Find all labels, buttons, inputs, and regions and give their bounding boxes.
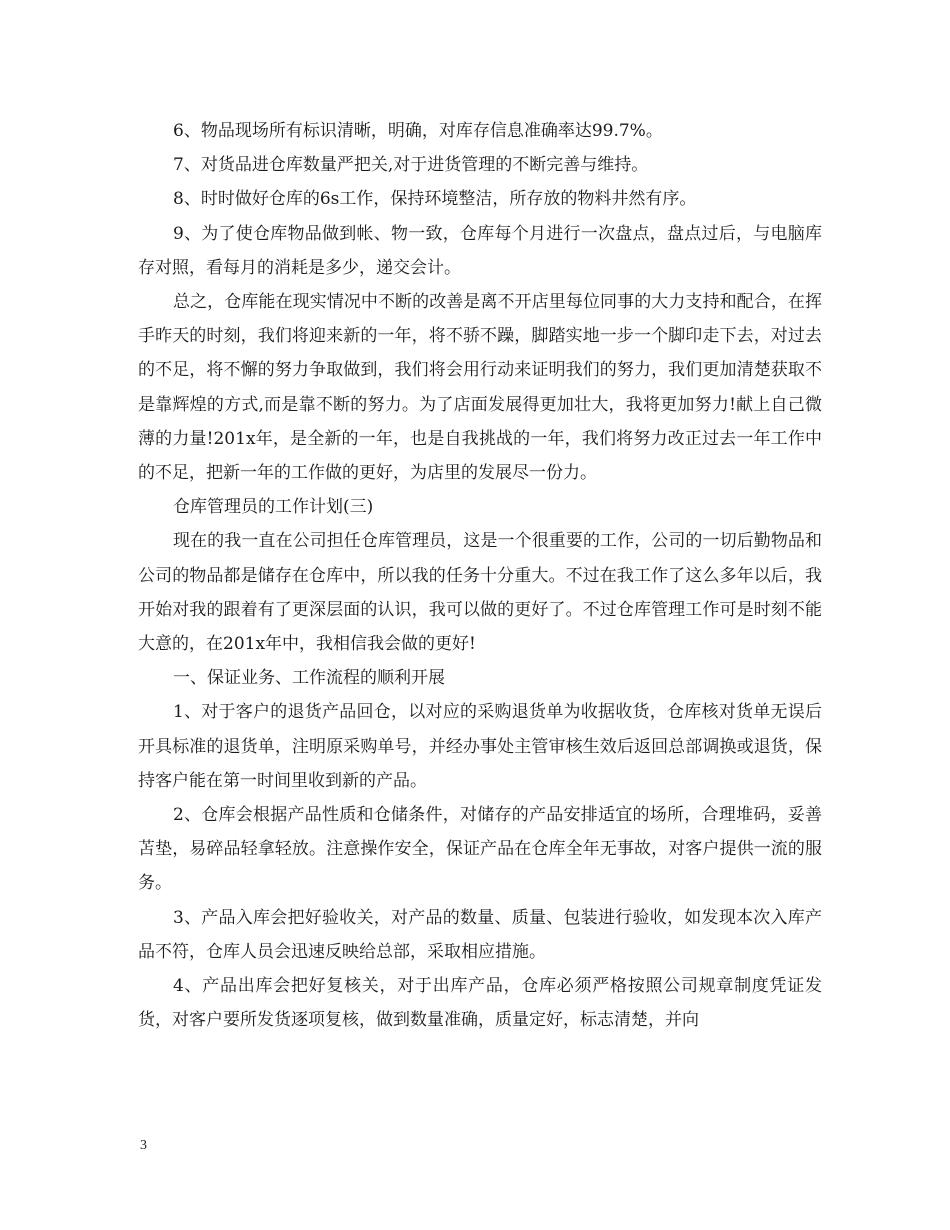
paragraph-point-1: 1、对于客户的退货产品回仓，以对应的采购退货单为收据收货，仓库核对货单无误后开具标准的退货单，注明原采购单号，并经办事处主管审核生效后返回总部调换或退货，保持客户能在第一时间里收到新的产品。	[138, 702, 822, 791]
paragraph-point-3: 3、产品入库会把好验收关，对产品的数量、质量、包装进行验收，如发现本次入库产品不符，仓库人员会迅速反映给总部，采取相应措施。	[138, 907, 822, 962]
paragraph-item-9: 9、为了使仓库物品做到帐、物一致，仓库每个月进行一次盘点，盘点过后，与电脑库存对照，看每月的消耗是多少，递交会计。	[138, 223, 822, 278]
document-body	[138, 114, 822, 1037]
paragraph-item-6: 6、物品现场所有标识清晰，明确，对库存信息准确率达99.7%。	[173, 121, 663, 141]
paragraph-item-7: 7、对货品进仓库数量严把关,对于进货管理的不断完善与维持。	[173, 155, 649, 176]
paragraph-intro: 现在的我一直在公司担任仓库管理员，这是一个很重要的工作，公司的一切后勤物品和公司的物品都是储存在仓库中，所以我的任务十分重大。不过在我工作了这么多年以后，我开始对我的跟着有了更深层面的认识，我可以做的更好了。不过仓库管理工作可是时刻不能大意的，在201x年中，我相信我会做的更好!	[138, 531, 822, 655]
paragraph-summary: 总之，仓库能在现实情况中不断的改善是离不开店里每位同事的大力支持和配合，在挥手昨天的时刻，我们将迎来新的一年，将不骄不躁，脚踏实地一步一个脚印走下去，对过去的不足，将不懈的努力争取做到，我们将会用行动来证明我们的努力，我们更加清楚获取不是靠辉煌的方式,而是靠不断的努力。为了店面发展得更加壮大，我将更加努力!献上自己微薄的力量!201x年，是全新的一年，也是自我挑战的一年，我们将努力改正过去一年工作中的不足，把新一年的工作做的更好，为店里的发展尽一份力。	[138, 292, 822, 484]
section-title: 仓库管理员的工作计划(三)	[173, 497, 374, 518]
paragraph-point-2: 2、仓库会根据产品性质和仓储条件，对储存的产品安排适宜的场所，合理堆码，妥善苫垫，易碎品轻拿轻放。注意操作安全，保证产品在仓库全年无事故，对客户提供一流的服务。	[138, 805, 822, 894]
paragraph-point-4: 4、产品出库会把好复核关，对于出库产品，仓库必须严格按照公司规章制度凭证发货，对客户要所发货逐项复核，做到数量准确，质量定好，标志清楚，并向	[138, 976, 822, 1031]
page-number: 3	[140, 1138, 147, 1153]
subsection-heading: 一、保证业务、工作流程的顺利开展	[173, 668, 445, 689]
paragraph-item-8: 8、时时做好仓库的6s工作，保持环境整洁，所存放的物料井然有序。	[173, 189, 697, 210]
